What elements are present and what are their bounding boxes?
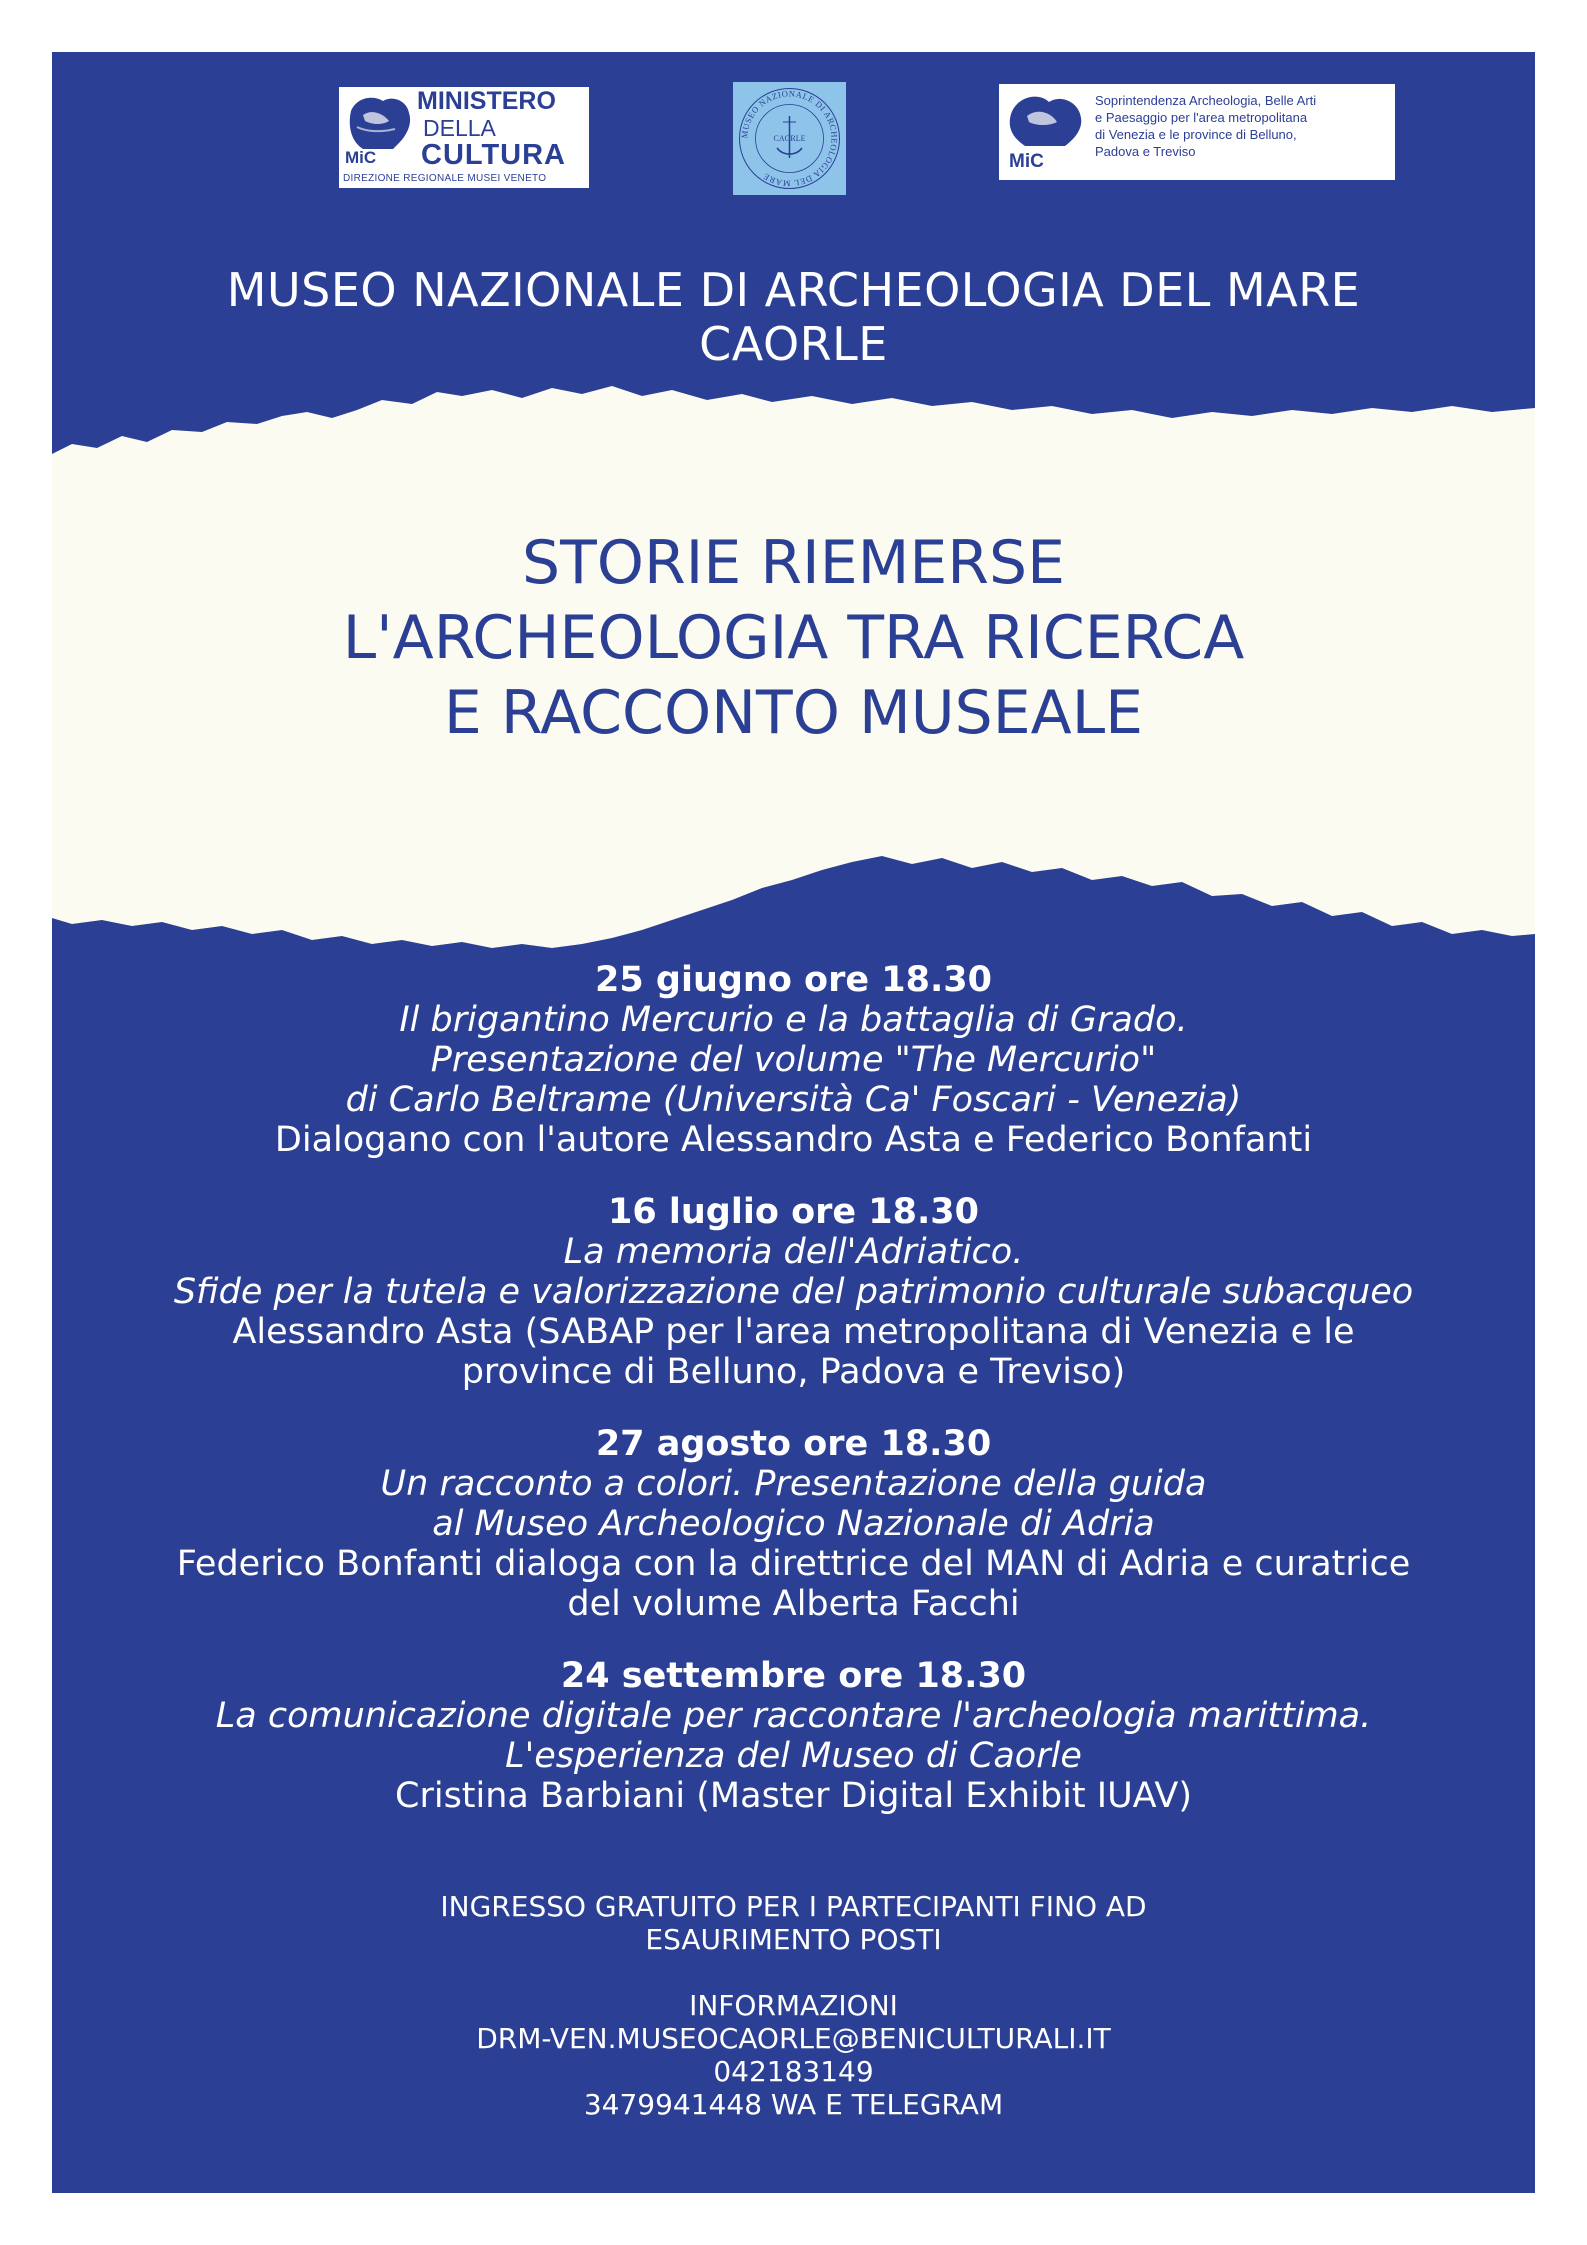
event-list — [52, 960, 1535, 1848]
event-date: 25 giugno ore 18.30 — [595, 960, 992, 1000]
contact-mobile[interactable]: 3479941448 WA E TELEGRAM — [583, 2088, 1004, 2121]
museo-seal-icon — [733, 82, 846, 195]
mic-line1: MINISTERO — [417, 87, 556, 115]
mic-badge: MiC — [345, 148, 377, 167]
event-date: 24 settembre ore 18.30 — [560, 1656, 1027, 1696]
event-speakers-line: Federico Bonfanti dialoga con la direttrice del MAN di Adria e curatrice — [176, 1544, 1411, 1584]
contact-phone[interactable]: 042183149 — [713, 2055, 874, 2088]
museo-ring-text: MUSEO NAZIONALE DI ARCHEOLOGIA DEL MARE — [739, 88, 840, 189]
exhibition-title-line3: E RACCONTO MUSEALE — [443, 678, 1144, 748]
event-title-line: Un racconto a colori. Presentazione della guida — [380, 1464, 1207, 1504]
sabap-line: e Paesaggio per l'area metropolitana — [1095, 110, 1308, 125]
contact-email[interactable]: DRM-VEN.MUSEOCAORLE@BENICULTURALI.IT — [476, 2022, 1111, 2055]
poster — [52, 52, 1535, 2193]
entry-note-line2: ESAURIMENTO POSTI — [645, 1923, 942, 1956]
mic-line4: DIREZIONE REGIONALE MUSEI VENETO — [343, 173, 547, 184]
exhibition-title-line2: L'ARCHEOLOGIA TRA RICERCA — [342, 603, 1245, 673]
event-title-line: Sfide per la tutela e valorizzazione del patrimonio culturale subacqueo — [173, 1272, 1414, 1312]
event-title-line: al Museo Archeologico Nazionale di Adria — [432, 1504, 1155, 1544]
event-title-line: La comunicazione digitale per raccontare l'archeologia marittima. — [215, 1696, 1372, 1736]
sabap-line: Padova e Treviso — [1095, 144, 1196, 159]
museum-title-line1: MUSEO NAZIONALE DI ARCHEOLOGIA DEL MARE — [226, 263, 1361, 317]
museo-caorle-logo — [733, 82, 846, 195]
event-speakers-line: Alessandro Asta (SABAP per l'area metropolitana di Venezia e le — [232, 1312, 1355, 1352]
event-title-line: La memoria dell'Adriatico. — [563, 1232, 1024, 1272]
museum-title-line2: CAORLE — [699, 317, 888, 371]
event-title-line: di Carlo Beltrame (Università Ca' Foscari - Venezia) — [345, 1080, 1242, 1120]
sabap-line: Soprintendenza Archeologia, Belle Arti — [1095, 93, 1317, 108]
event-item — [52, 1424, 1535, 1624]
event-date: 16 luglio ore 18.30 — [607, 1192, 980, 1232]
event-date: 27 agosto ore 18.30 — [595, 1424, 992, 1464]
exhibition-title — [52, 526, 1535, 751]
event-title-line: Presentazione del volume "The Mercurio" — [430, 1040, 1157, 1080]
sabap-line: di Venezia e le province di Belluno, — [1095, 127, 1297, 142]
entry-note-line1: INGRESSO GRATUITO PER I PARTECIPANTI FINO AD — [440, 1890, 1147, 1923]
mic-line2: DELLA — [423, 115, 496, 141]
footer-info — [52, 1890, 1535, 2121]
museo-center-text: CAORLE — [773, 134, 806, 143]
sabap-text — [1095, 92, 1385, 160]
event-speakers-line: Dialogano con l'autore Alessandro Asta e Federico Bonfanti — [274, 1120, 1313, 1160]
sabap-badge: MiC — [1009, 151, 1044, 172]
sabap-logo — [999, 84, 1395, 180]
event-speakers-line: Cristina Barbiani (Master Digital Exhibit IUAV) — [395, 1776, 1192, 1816]
event-speakers-line: del volume Alberta Facchi — [567, 1584, 1020, 1624]
event-speakers-line: province di Belluno, Padova e Treviso) — [461, 1352, 1126, 1392]
event-title-line: L'esperienza del Museo di Caorle — [505, 1736, 1082, 1776]
event-item — [52, 1192, 1535, 1392]
ministero-cultura-logo — [339, 87, 589, 188]
info-heading: INFORMAZIONI — [689, 1989, 898, 2022]
event-item — [52, 1656, 1535, 1816]
logo-row — [52, 82, 1535, 212]
event-item — [52, 960, 1535, 1160]
event-title-line: Il brigantino Mercurio e la battaglia di Grado. — [399, 1000, 1188, 1040]
mic-line3: CULTURA — [421, 139, 566, 171]
museum-title — [52, 263, 1535, 371]
exhibition-title-line1: STORIE RIEMERSE — [522, 528, 1065, 598]
